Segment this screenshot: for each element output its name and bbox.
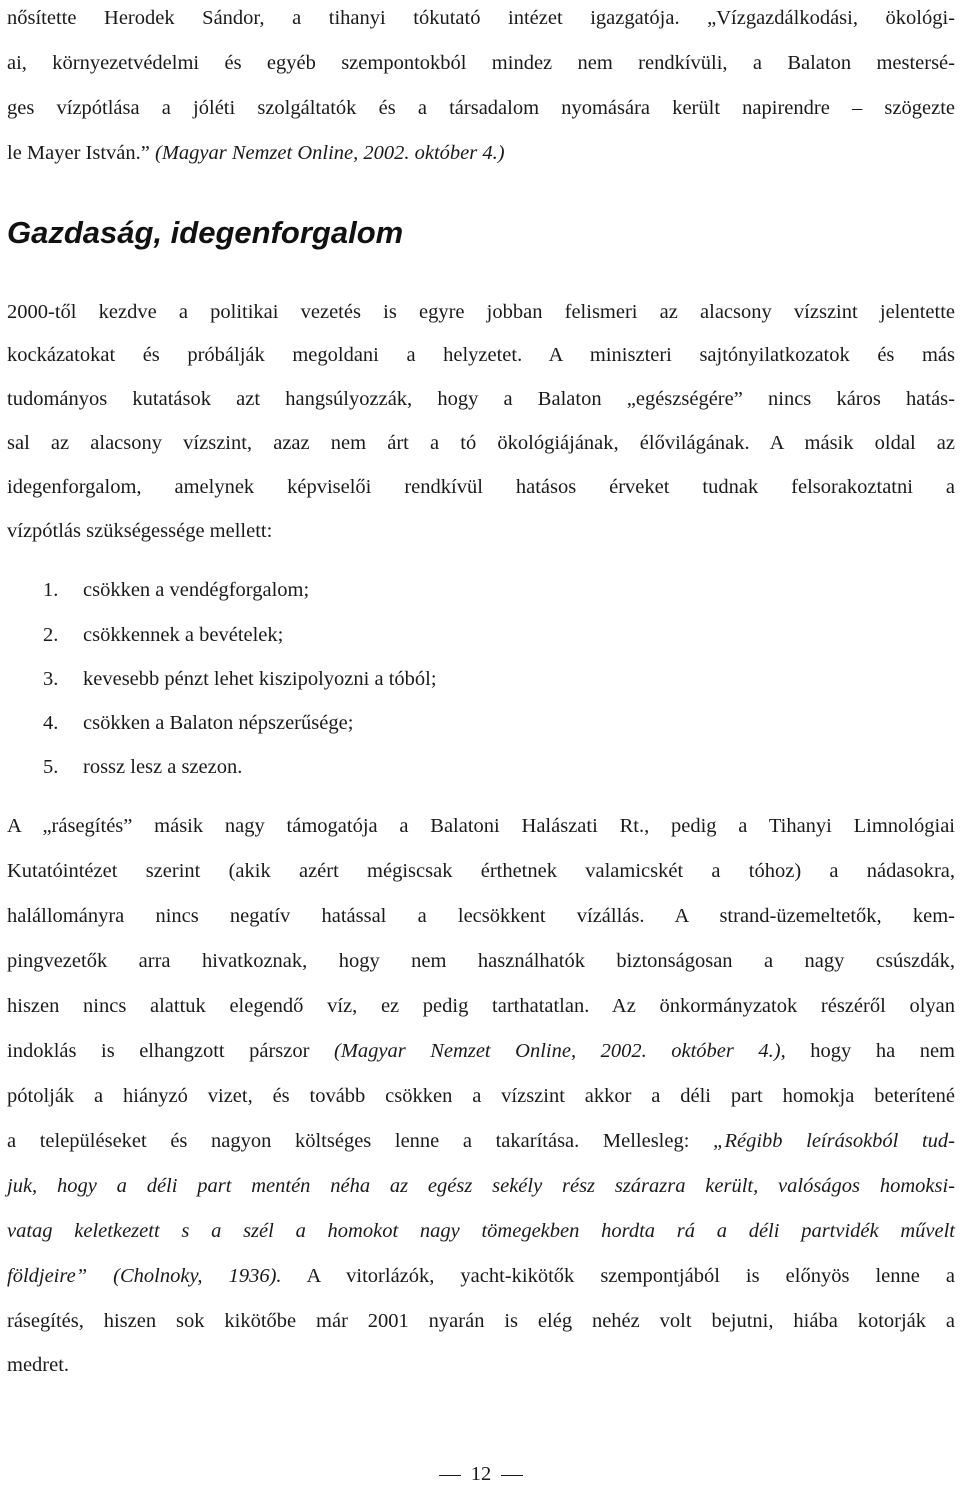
text-line: tudományos kutatások azt hangsúlyozzák, hogy a Balaton „egészségére” nincs káros hatás- [7, 388, 955, 410]
list-text: rossz lesz a szezon. [83, 756, 243, 778]
text-line: Kutatóintézet szerint (akik azért mégiscsak érthetnek valamicskét a tóhoz) a nádasokra, [7, 860, 955, 882]
citation: (Cholnoky, 1936). [87, 1265, 282, 1287]
list-number: 4. [43, 712, 59, 734]
text-line: A „rásegítés” másik nagy támogatója a Balatoni Halászati Rt., pedig a Tihanyi Limnológiai [7, 815, 955, 837]
text-line: halállományra nincs negatív hatással a lecsökkent vízállás. A strand-üzemeltetők, kem- [7, 905, 955, 927]
text-fragment: , hogy ha nem [780, 1040, 955, 1062]
list-item [43, 578, 309, 602]
list-number: 5. [43, 756, 59, 778]
dash-left [439, 1475, 461, 1476]
section-heading: Gazdaság, idegenforgalom [7, 215, 404, 250]
list-text: kevesebb pénzt lehet kiszipolyozni a tóból; [83, 668, 437, 690]
list-text: csökken a Balaton népszerűsége; [83, 712, 354, 734]
text-line [7, 1039, 955, 1063]
text-fragment: le Mayer István.” [7, 142, 150, 164]
list-text: csökken a vendégforgalom; [83, 579, 310, 601]
quote: „Régibb leírásokból tud- [713, 1130, 956, 1152]
document-page [7, 0, 955, 1484]
list-item [43, 667, 437, 691]
dash-right [501, 1475, 523, 1476]
text-line [7, 141, 505, 165]
list-number: 3. [43, 668, 59, 690]
list-number: 1. [43, 579, 59, 601]
text-line: rásegítés, hiszen sok kikötőbe már 2001 nyarán is elég nehéz volt bejutni, hiába kotorják a [7, 1310, 955, 1332]
text-line: vízpótlás szükségessége mellett: [7, 520, 273, 542]
text-line: pingvezetők arra hivatkoznak, hogy nem használhatók biztonságosan a nagy csúszdák, [7, 950, 955, 972]
quote: földjeire” [7, 1265, 88, 1287]
text-line [7, 1264, 955, 1288]
text-line [7, 1129, 955, 1153]
text-line: ai, környezetvédelmi és egyéb szempontokból mindez nem rendkívüli, a Balaton mestersé- [7, 52, 955, 74]
text-line: kockázatokat és próbálják megoldani a helyzetet. A miniszteri sajtónyilatkozatok és más [7, 344, 955, 366]
text-line: ges vízpótlása a jóléti szolgáltatók és a társadalom nyomására került napirendre – szögezte [7, 97, 955, 119]
text-fragment: A vitorlázók, yacht-kikötők szempontjából is előnyös lenne a [281, 1265, 955, 1287]
page-number-value: 12 [470, 1463, 492, 1485]
text-line: sal az alacsony vízszint, azaz nem árt a tó ökológiájának, élővilágának. A másik oldal az [7, 432, 955, 454]
text-line: medret. [7, 1354, 70, 1376]
text-line: pótolják a hiányzó vizet, és tovább csökken a vízszint akkor a déli part homokja beterítené [7, 1085, 955, 1107]
text-line: 2000-től kezdve a politikai vezetés is egyre jobban felismeri az alacsony vízszint jelentette [7, 301, 955, 323]
list-text: csökkennek a bevételek; [83, 624, 284, 646]
text-line-quote: vatag keletkezett s a szél a homokot nagy tömegekben hordta rá a déli partvidék művelt [7, 1220, 955, 1242]
list-item [43, 755, 242, 779]
text-line: idegenforgalom, amelynek képviselői rendkívül hatásos érveket tudnak felsorakoztatni a [7, 476, 955, 498]
text-line: nősítette Herodek Sándor, a tihanyi tókutató intézet igazgatója. „Vízgazdálkodási, ökológi- [7, 7, 955, 29]
page-number [7, 1462, 955, 1486]
citation: (Magyar Nemzet Online, 2002. október 4.) [155, 142, 505, 164]
text-line-quote: juk, hogy a déli part mentén néha az egész sekély rész szárazra került, valóságos homoksi- [7, 1175, 955, 1197]
list-number: 2. [43, 624, 59, 646]
text-fragment: a településeket és nagyon költséges lenne a takarítása. Mellesleg: [7, 1130, 714, 1152]
citation: (Magyar Nemzet Online, 2002. október 4.) [334, 1040, 781, 1062]
text-line: hiszen nincs alattuk elegendő víz, ez pedig tarthatatlan. Az önkormányzatok részéről olyan [7, 995, 955, 1017]
list-item [43, 711, 353, 735]
text-fragment: indoklás is elhangzott párszor [7, 1040, 334, 1062]
list-item [43, 623, 283, 647]
